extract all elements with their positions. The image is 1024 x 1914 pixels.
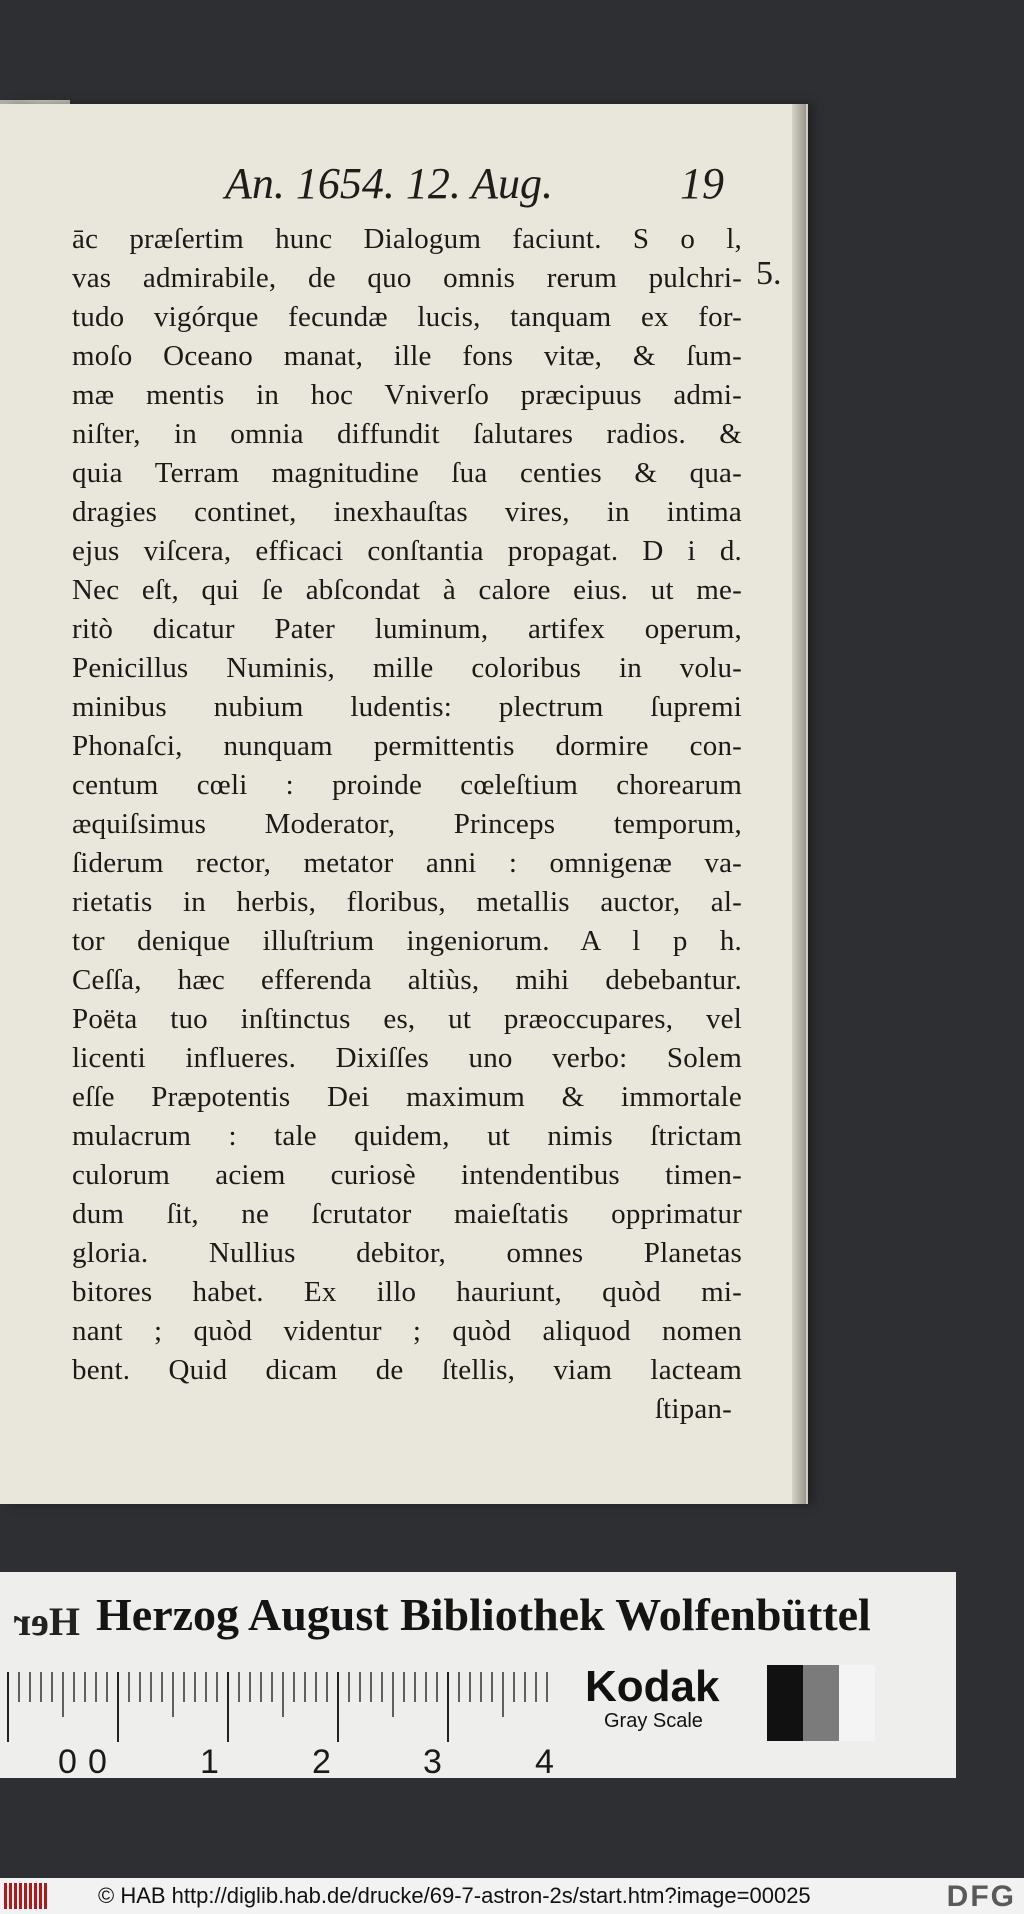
page-edge-shadow bbox=[792, 104, 806, 1504]
library-name: Herzog August Bibliothek Wolfenbüttel bbox=[96, 1589, 871, 1640]
text-line: dum ſit, ne ſcrutator maieſtatis opprimatur bbox=[72, 1198, 742, 1230]
ruler-number: 0 bbox=[58, 1743, 77, 1781]
text-line: moſo Oceano manat, ille fons vitæ, & ſum- bbox=[72, 340, 742, 372]
text-line: dragies continet, inexhauſtas vires, in intima bbox=[72, 496, 742, 528]
dfg-logo: DFG bbox=[946, 1880, 1016, 1913]
text-line: ſiderum rector, metator anni : omnigenæ va- bbox=[72, 847, 742, 879]
text-line: bent. Quid dicam de ſtellis, viam lacteam bbox=[72, 1354, 742, 1386]
text-line: minibus nubium ludentis: plectrum ſupremi bbox=[72, 691, 742, 723]
grayscale-patch bbox=[767, 1665, 803, 1741]
text-line: mulacrum : tale quidem, ut nimis ſtrictam bbox=[72, 1120, 742, 1152]
text-line: Ceſſa, hæc efferenda altiùs, mihi debebantur. bbox=[72, 964, 742, 996]
measurement-ruler bbox=[0, 1662, 560, 1752]
text-line: nant ; quòd videntur ; quòd aliquod nomen bbox=[72, 1315, 742, 1347]
text-line: vas admirabile, de quo omnis rerum pulchri- bbox=[72, 262, 742, 294]
ruler-number: 3 bbox=[423, 1743, 442, 1781]
text-line: gloria. Nullius debitor, omnes Planetas bbox=[72, 1237, 742, 1269]
running-header bbox=[225, 158, 755, 218]
text-line: tudo vigórque fecundæ lucis, tanquam ex for- bbox=[72, 301, 742, 333]
ruler-number: 4 bbox=[535, 1743, 554, 1781]
mirrored-library-name: Her bbox=[13, 1599, 80, 1644]
text-line: Poëta tuo inſtinctus es, ut præoccupares, vel bbox=[72, 1003, 742, 1035]
ruler-number: 2 bbox=[312, 1743, 331, 1781]
grayscale-patches bbox=[767, 1665, 875, 1741]
text-line: tor denique illuſtrium ingeniorum. A l p h. bbox=[72, 925, 742, 957]
text-line: Penicillus Numinis, mille coloribus in volu- bbox=[72, 652, 742, 684]
text-line: rietatis in herbis, floribus, metallis auctor, al- bbox=[72, 886, 742, 918]
gray-scale-label: Gray Scale bbox=[604, 1710, 703, 1732]
margin-note: 5. bbox=[756, 255, 782, 292]
text-line: mæ mentis in hoc Vniverſo præcipuus admi- bbox=[72, 379, 742, 411]
text-line: niſter, in omnia diffundit ſalutares radios. & bbox=[72, 418, 742, 450]
text-line: āc præſertim hunc Dialogum faciunt. S o l, bbox=[72, 223, 742, 255]
text-line: culorum aciem curiosè intendentibus timen- bbox=[72, 1159, 742, 1191]
text-line: quia Terram magnitudine ſua centies & qua- bbox=[72, 457, 742, 489]
text-line: æquiſsimus Moderator, Princeps temporum, bbox=[72, 808, 742, 840]
text-line: Nec eſt, qui ſe abſcondat à calore eius. ut me- bbox=[72, 574, 742, 606]
kodak-logo: Kodak bbox=[585, 1662, 720, 1711]
hab-logo-icon bbox=[4, 1883, 48, 1909]
ruler-number: 1 bbox=[200, 1743, 219, 1781]
text-line: ſtipan- bbox=[654, 1393, 732, 1425]
text-line: centum cœli : proinde cœleſtium chorearum bbox=[72, 769, 742, 801]
body-text bbox=[72, 220, 742, 1429]
grayscale-patch bbox=[839, 1665, 875, 1741]
text-line: bitores habet. Ex illo hauriunt, quòd mi- bbox=[72, 1276, 742, 1308]
text-line: licenti influeres. Dixiſſes uno verbo: Solem bbox=[72, 1042, 742, 1074]
ruler-number: 0 bbox=[88, 1743, 107, 1781]
header-title: An. 1654. 12. Aug. bbox=[225, 159, 553, 208]
text-line: ritò dicatur Pater luminum, artifex operum, bbox=[72, 613, 742, 645]
grayscale-patch bbox=[803, 1665, 839, 1741]
text-line: eſſe Præpotentis Dei maximum & immortale bbox=[72, 1081, 742, 1113]
page-number: 19 bbox=[680, 159, 724, 208]
footer-bar bbox=[0, 1878, 1024, 1914]
text-line: ejus viſcera, efficaci conſtantia propagat. D i d. bbox=[72, 535, 742, 567]
footer-credit-link[interactable]: © HAB http://diglib.hab.de/drucke/69-7-astron-2s/start.htm?image=00025 bbox=[98, 1883, 811, 1908]
text-line: Phonaſci, nunquam permittentis dormire con- bbox=[72, 730, 742, 762]
